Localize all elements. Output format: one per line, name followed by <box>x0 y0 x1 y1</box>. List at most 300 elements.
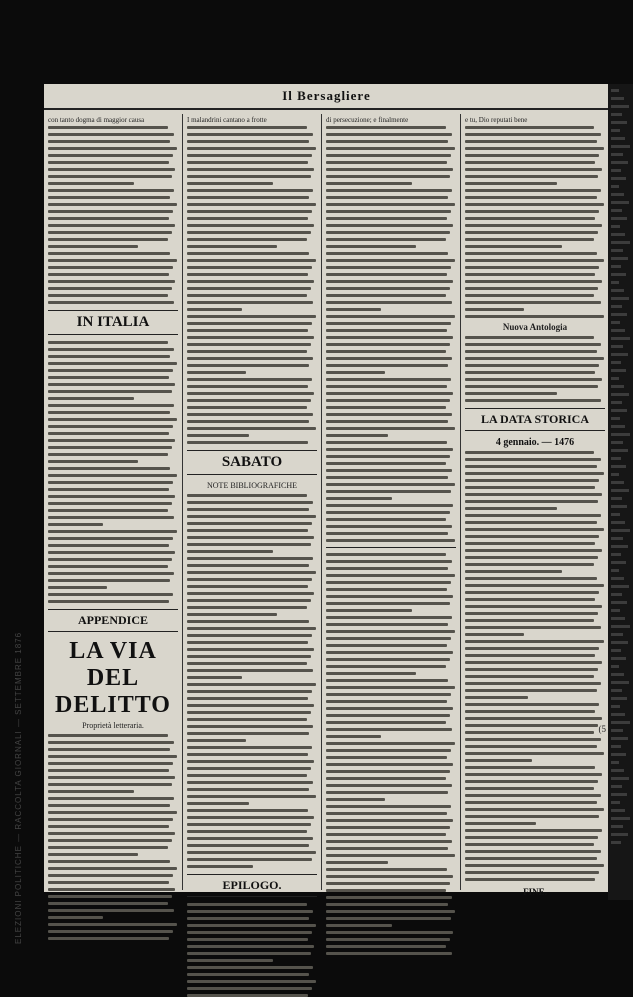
text-line <box>326 833 446 836</box>
text-line <box>326 441 447 444</box>
text-line <box>326 938 450 941</box>
text-line <box>326 693 451 696</box>
text-line <box>465 682 601 685</box>
text-line <box>326 623 448 626</box>
text-line <box>187 343 311 346</box>
text-line <box>465 850 601 853</box>
text-line <box>465 556 598 559</box>
text-line <box>326 287 450 290</box>
text-line <box>187 802 249 805</box>
text-line <box>48 769 169 772</box>
text-line <box>48 783 172 786</box>
adjacent-text-line <box>611 833 628 836</box>
adjacent-text-line <box>611 257 628 260</box>
text-line <box>187 571 316 574</box>
text-block <box>465 336 605 402</box>
adjacent-text-line <box>611 657 626 660</box>
adjacent-text-line <box>611 97 624 100</box>
adjacent-text-line <box>611 809 625 812</box>
text-line <box>187 515 316 518</box>
text-line <box>465 217 595 220</box>
text-block <box>465 451 605 881</box>
adjacent-text-line <box>611 553 621 556</box>
text-line <box>187 378 312 381</box>
text-line <box>48 874 173 877</box>
text-line <box>48 930 173 933</box>
adjacent-text-line <box>611 169 621 172</box>
divider <box>326 547 456 548</box>
text-line <box>465 528 604 531</box>
adjacent-text-line <box>611 369 626 372</box>
text-line <box>187 718 307 721</box>
text-line <box>326 784 452 787</box>
adjacent-text-line <box>611 697 627 700</box>
text-block <box>465 126 605 318</box>
text-line <box>465 343 601 346</box>
text-line <box>187 182 273 185</box>
text-line <box>187 154 312 157</box>
text-line <box>48 790 134 793</box>
text-line <box>465 357 604 360</box>
text-line <box>48 734 168 737</box>
text-line <box>187 809 308 812</box>
text-line <box>465 231 598 234</box>
text-line <box>187 655 311 658</box>
text-line <box>465 252 597 255</box>
text-line <box>326 756 447 759</box>
feature-title-data-storica: LA DATA STORICA <box>465 408 605 431</box>
text-line <box>465 245 562 248</box>
text-line <box>465 280 602 283</box>
adjacent-page-edge <box>608 84 633 900</box>
text-line <box>465 175 598 178</box>
adjacent-text-line <box>611 161 628 164</box>
text-line <box>465 486 595 489</box>
adjacent-text-line <box>611 129 620 132</box>
text-line <box>187 259 316 262</box>
text-line <box>326 679 448 682</box>
adjacent-text-line <box>611 473 619 476</box>
text-line <box>48 600 169 603</box>
text-line <box>326 448 453 451</box>
text-line <box>48 825 169 828</box>
text-line <box>187 760 314 763</box>
text-block <box>48 126 178 304</box>
text-line <box>48 832 175 835</box>
text-line <box>48 902 168 905</box>
text-line <box>326 476 448 479</box>
text-line <box>187 529 308 532</box>
text-line <box>326 399 450 402</box>
text-line <box>326 644 447 647</box>
text-line <box>326 616 452 619</box>
text-line <box>187 133 313 136</box>
adjacent-text-line <box>611 225 620 228</box>
text-line <box>326 798 385 801</box>
adjacent-text-line <box>611 545 628 548</box>
column-1-opening: con tanto dogma di maggior causa <box>48 116 145 124</box>
text-line <box>187 634 312 637</box>
adjacent-text-line <box>611 241 630 244</box>
text-line <box>48 909 174 912</box>
text-line <box>48 168 175 171</box>
text-line <box>187 774 307 777</box>
text-line <box>465 514 601 517</box>
text-line <box>465 238 594 241</box>
adjacent-text-line <box>611 817 630 820</box>
text-line <box>48 530 177 533</box>
text-line <box>465 210 599 213</box>
text-line <box>326 567 448 570</box>
adjacent-text-line <box>611 313 627 316</box>
text-line <box>187 196 309 199</box>
text-line <box>48 355 170 358</box>
text-line <box>465 654 595 657</box>
text-line <box>187 676 242 679</box>
text-line <box>326 553 446 556</box>
text-line <box>48 154 173 157</box>
novel-subtitle: Proprietà letteraria. <box>82 721 144 730</box>
adjacent-text-line <box>611 433 630 436</box>
text-line <box>326 714 450 717</box>
text-line <box>465 710 595 713</box>
text-line <box>465 493 602 496</box>
text-line <box>326 854 455 857</box>
adjacent-text-line <box>611 409 627 412</box>
text-line <box>48 460 138 463</box>
text-line <box>465 259 604 262</box>
text-line <box>326 910 455 913</box>
text-line <box>48 797 174 800</box>
text-line <box>187 245 277 248</box>
text-line <box>465 591 599 594</box>
text-line <box>187 308 242 311</box>
newspaper-page <box>44 84 609 897</box>
adjacent-text-line <box>611 745 621 748</box>
adjacent-text-line <box>611 345 623 348</box>
adjacent-text-line <box>611 489 629 492</box>
text-line <box>465 738 601 741</box>
text-line <box>465 364 599 367</box>
text-line <box>48 301 174 304</box>
text-line <box>326 420 448 423</box>
text-line <box>48 294 168 297</box>
text-line <box>326 875 453 878</box>
text-line <box>326 154 451 157</box>
text-line <box>326 532 448 535</box>
text-line <box>465 871 599 874</box>
text-line <box>465 584 604 587</box>
adjacent-text-line <box>611 593 622 596</box>
text-line <box>326 273 447 276</box>
text-line <box>465 626 601 629</box>
adjacent-text-line <box>611 585 629 588</box>
adjacent-text-line <box>611 505 627 508</box>
text-line <box>187 973 309 976</box>
text-line <box>48 287 172 290</box>
text-line <box>465 458 601 461</box>
column-1 <box>48 114 178 890</box>
text-line <box>326 252 448 255</box>
text-line <box>465 822 536 825</box>
text-line <box>326 343 450 346</box>
text-line <box>326 602 450 605</box>
text-line <box>326 497 392 500</box>
text-line <box>465 266 599 269</box>
text-line <box>465 619 594 622</box>
text-line <box>187 966 313 969</box>
text-line <box>187 557 313 560</box>
text-line <box>326 413 452 416</box>
text-line <box>187 830 307 833</box>
adjacent-text-line <box>611 377 619 380</box>
text-line <box>48 558 172 561</box>
text-line <box>187 613 277 616</box>
text-line <box>48 175 172 178</box>
text-line <box>465 392 557 395</box>
text-line <box>465 301 601 304</box>
text-line <box>465 542 595 545</box>
text-line <box>187 599 311 602</box>
text-line <box>48 196 170 199</box>
text-line <box>465 808 604 811</box>
text-block <box>187 494 317 868</box>
text-line <box>326 735 381 738</box>
text-line <box>187 210 312 213</box>
text-line <box>465 766 595 769</box>
text-line <box>187 238 307 241</box>
adjacent-text-line <box>611 729 623 732</box>
text-line <box>48 126 168 129</box>
text-line <box>187 704 314 707</box>
text-line <box>187 217 308 220</box>
text-line <box>48 923 177 926</box>
text-line <box>465 563 594 566</box>
text-line <box>48 888 175 891</box>
text-line <box>326 161 447 164</box>
text-line <box>465 703 599 706</box>
text-line <box>48 397 134 400</box>
text-line <box>187 564 309 567</box>
text-line <box>465 731 594 734</box>
text-line <box>465 696 528 699</box>
text-line <box>187 301 313 304</box>
text-line <box>187 434 249 437</box>
text-line <box>326 434 388 437</box>
text-line <box>48 161 169 164</box>
text-line <box>465 759 532 762</box>
text-line <box>326 231 450 234</box>
text-line <box>326 266 451 269</box>
adjacent-text-line <box>611 121 627 124</box>
text-line <box>187 294 307 297</box>
text-line <box>187 357 313 360</box>
text-line <box>48 502 172 505</box>
text-line <box>187 494 307 497</box>
text-line <box>326 196 448 199</box>
text-line <box>326 140 448 143</box>
text-line <box>465 745 597 748</box>
text-line <box>48 572 174 575</box>
text-block <box>48 734 178 940</box>
text-line <box>326 658 450 661</box>
adjacent-text-line <box>611 137 625 140</box>
text-block <box>187 903 317 997</box>
text-line <box>187 252 309 255</box>
text-line <box>187 266 312 269</box>
text-line <box>465 724 598 727</box>
text-line <box>48 523 103 526</box>
text-line <box>326 651 453 654</box>
text-line <box>187 844 309 847</box>
text-line <box>465 294 594 297</box>
text-line <box>326 189 452 192</box>
text-line <box>48 741 174 744</box>
text-line <box>187 690 312 693</box>
text-line <box>326 763 453 766</box>
text-line <box>187 945 314 948</box>
text-line <box>326 847 448 850</box>
text-line <box>326 672 416 675</box>
adjacent-text-line <box>611 385 624 388</box>
text-line <box>48 846 168 849</box>
text-line <box>48 369 173 372</box>
text-line <box>465 675 594 678</box>
adjacent-text-line <box>611 361 621 364</box>
text-line <box>465 161 595 164</box>
text-line <box>48 189 174 192</box>
article-title-nuova-antologia: Nuova Antologia <box>502 322 568 332</box>
text-line <box>48 439 175 442</box>
adjacent-text-line <box>611 705 620 708</box>
text-line <box>187 315 316 318</box>
text-line <box>48 217 169 220</box>
adjacent-text-line <box>611 529 630 532</box>
text-line <box>465 315 604 318</box>
text-line <box>326 203 455 206</box>
adjacent-text-line <box>611 537 623 540</box>
adjacent-text-line <box>611 721 630 724</box>
text-line <box>187 837 313 840</box>
text-line <box>187 959 273 962</box>
text-line <box>48 252 170 255</box>
adjacent-text-line <box>611 769 624 772</box>
epilogue-title: EPILOGO. <box>187 874 317 897</box>
text-line <box>465 287 598 290</box>
text-line <box>326 882 450 885</box>
text-line <box>326 826 450 829</box>
text-line <box>187 697 308 700</box>
text-line <box>465 273 595 276</box>
text-line <box>48 579 170 582</box>
text-line <box>48 259 177 262</box>
text-line <box>326 742 455 745</box>
text-line <box>48 238 168 241</box>
text-line <box>187 147 316 150</box>
text-line <box>326 805 451 808</box>
adjacent-text-line <box>611 441 623 444</box>
text-line <box>48 404 174 407</box>
text-line <box>48 133 174 136</box>
text-line <box>48 895 172 898</box>
text-line <box>465 126 594 129</box>
text-line <box>48 811 177 814</box>
adjacent-text-line <box>611 321 620 324</box>
text-line <box>48 867 177 870</box>
text-line <box>465 189 601 192</box>
novel-title: LA VIA DEL DELITTO <box>55 638 171 718</box>
text-line <box>326 791 448 794</box>
text-line <box>187 441 308 444</box>
adjacent-text-line <box>611 785 622 788</box>
text-line <box>465 521 597 524</box>
text-line <box>187 746 312 749</box>
text-line <box>326 392 453 395</box>
adjacent-text-line <box>611 569 619 572</box>
text-line <box>326 126 446 129</box>
column-2 <box>187 114 317 890</box>
adjacent-text-line <box>611 737 628 740</box>
adjacent-text-line <box>611 449 628 452</box>
text-line <box>326 504 453 507</box>
text-line <box>326 133 452 136</box>
adjacent-text-line <box>611 513 620 516</box>
text-line <box>187 501 313 504</box>
text-line <box>326 952 452 955</box>
text-line <box>326 868 447 871</box>
text-line <box>326 917 451 920</box>
text-line <box>465 661 602 664</box>
end-mark: FINE. <box>523 887 547 897</box>
text-line <box>48 273 169 276</box>
text-line <box>187 329 308 332</box>
text-line <box>326 168 453 171</box>
text-line <box>326 812 447 815</box>
text-line <box>326 637 451 640</box>
text-line <box>326 945 446 948</box>
adjacent-text-line <box>611 561 626 564</box>
adjacent-text-line <box>611 145 630 148</box>
text-line <box>187 795 316 798</box>
text-line <box>187 550 273 553</box>
text-line <box>465 350 597 353</box>
text-line <box>187 711 311 714</box>
adjacent-text-line <box>611 329 625 332</box>
column-3 <box>326 114 456 890</box>
text-line <box>465 535 599 538</box>
text-line <box>48 748 170 751</box>
text-line <box>48 776 175 779</box>
text-line <box>465 640 604 643</box>
text-line <box>48 425 173 428</box>
text-line <box>187 627 316 630</box>
text-line <box>187 980 316 983</box>
text-line <box>465 577 597 580</box>
text-line <box>48 474 177 477</box>
text-line <box>48 203 177 206</box>
text-line <box>465 336 594 339</box>
text-line <box>187 924 316 927</box>
text-line <box>48 509 168 512</box>
text-line <box>465 570 562 573</box>
text-line <box>187 543 311 546</box>
text-line <box>187 322 312 325</box>
text-line <box>326 483 455 486</box>
text-line <box>326 511 450 514</box>
text-line <box>187 420 309 423</box>
adjacent-text-line <box>611 193 624 196</box>
adjacent-text-line <box>611 417 620 420</box>
